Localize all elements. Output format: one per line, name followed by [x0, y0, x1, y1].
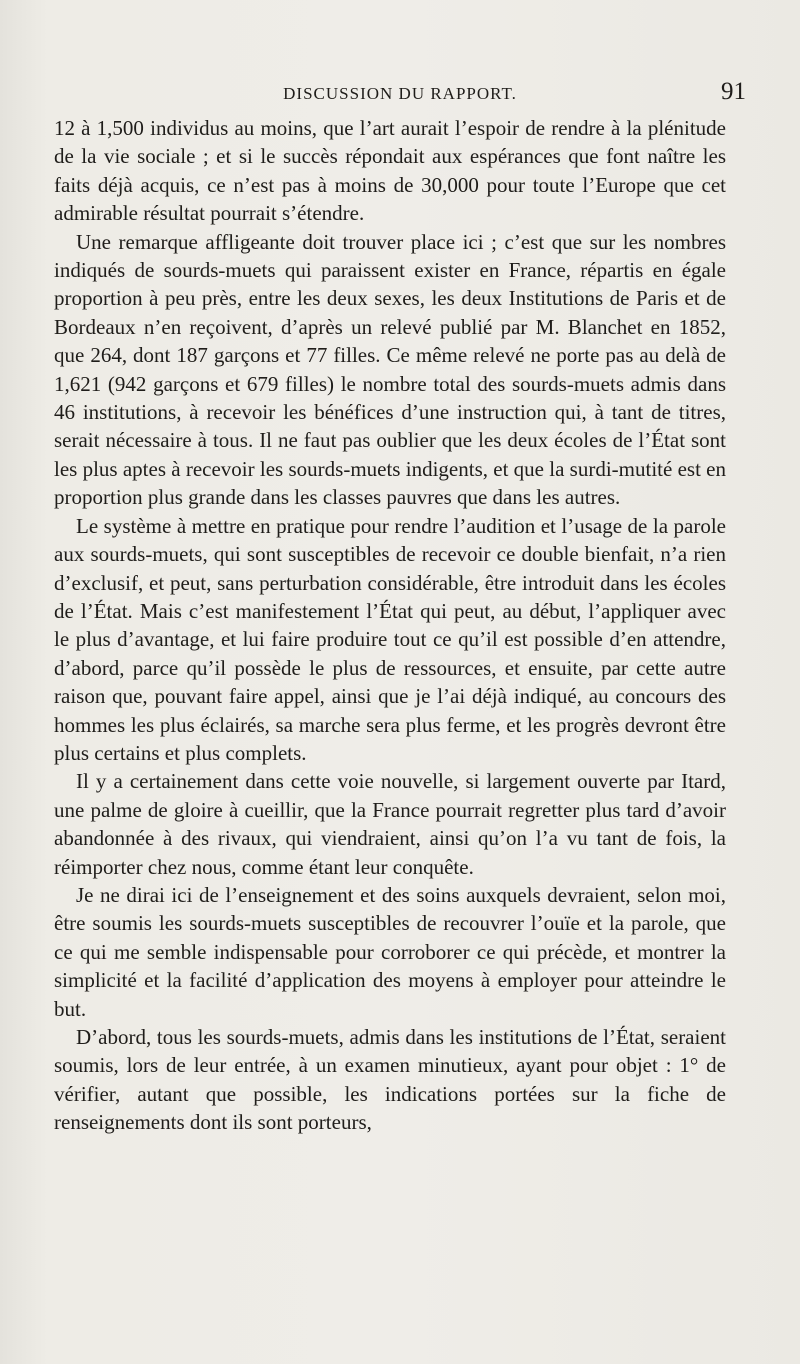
paragraph: D’abord, tous les sourds-muets, admis dans les institutions de l’État, seraient soumis, lors de leur entrée, à un examen minutieux, ayant pour objet : 1° de vérifier, autant que possible, les indications portées sur la fiche de renseignements dont ils sont porteurs, — [54, 1025, 726, 1135]
paragraph: Le système à mettre en pratique pour rendre l’audition et l’usage de la parole aux sourds-muets, qui sont susceptibles de recevoir ce double bienfait, n’a rien d’exclusif, et peut, sans perturbation considérable, être introduit dans les écoles de l’État. Mais c’est manifestement l’État qui peut, au début, l’appliquer avec le plus d’avantage, et lui faire produire tout ce qu’il est possible d’en attendre, d’abord, parce qu’il possède le plus de ressources, et ensuite, par cette autre raison que, pouvant faire appel, ainsi que je l’ai déjà indiqué, au concours des hommes les plus éclairés, sa marche sera plus ferme, et les progrès devront être plus certains et plus complets. — [54, 513, 726, 765]
body-text — [54, 114, 726, 1137]
paragraph: Je ne dirai ici de l’enseignement et des soins auxquels devraient, selon moi, être soumis les sourds-muets susceptibles de recouvrer l’ouïe et la parole, que ce qui me semble indispensable pour corroborer ce qui précède, et montrer la simplicité et la facilité d’application des moyens à employer pour atteindre le but. — [54, 882, 726, 1021]
paragraph: Une remarque affligeante doit trouver place ici ; c’est que sur les nombres indiqués de sourds-muets qui paraissent exister en France, répartis en égale proportion à peu près, entre les deux sexes, les deux Institutions de Paris et de Bordeaux n’en reçoivent, d’après un relevé publié par M. Blanchet en 1852, que 264, dont 187 garçons et 77 filles. Ce même relevé ne porte pas au delà de 1,621 (942 garçons et 679 filles) le nombre total des sourds-muets admis dans 46 institutions, à recevoir les bénéfices d’une instruction qui, à tant de titres, serait nécessaire à tous. Il ne faut pas oublier que les deux écoles de l’État sont les plus aptes à recevoir les sourds-muets indigents, et que la surdi-mutité est en proportion plus grande dans les classes pauvres que dans les autres. — [54, 229, 726, 510]
running-head — [54, 78, 746, 108]
page-number: 91 — [721, 78, 746, 105]
paragraph: 12 à 1,500 individus au moins, que l’art aurait l’espoir de rendre à la plénitude de la vie sociale ; et si le succès répondait aux espérances que font naître les faits déjà acquis, ce n’est pas à moins de 30,000 pour toute l’Europe que cet admirable résultat pourrait s’étendre. — [54, 116, 726, 226]
running-head-title: DISCUSSION DU RAPPORT. — [283, 84, 517, 103]
paragraph: Il y a certainement dans cette voie nouvelle, si largement ouverte par Itard, une palme de gloire à cueillir, que la France pourrait regretter plus tard d’avoir abandonnée à des rivaux, qui viendraient, ainsi qu’on l’a vu tant de fois, la réimporter chez nous, comme étant leur conquête. — [54, 769, 726, 879]
